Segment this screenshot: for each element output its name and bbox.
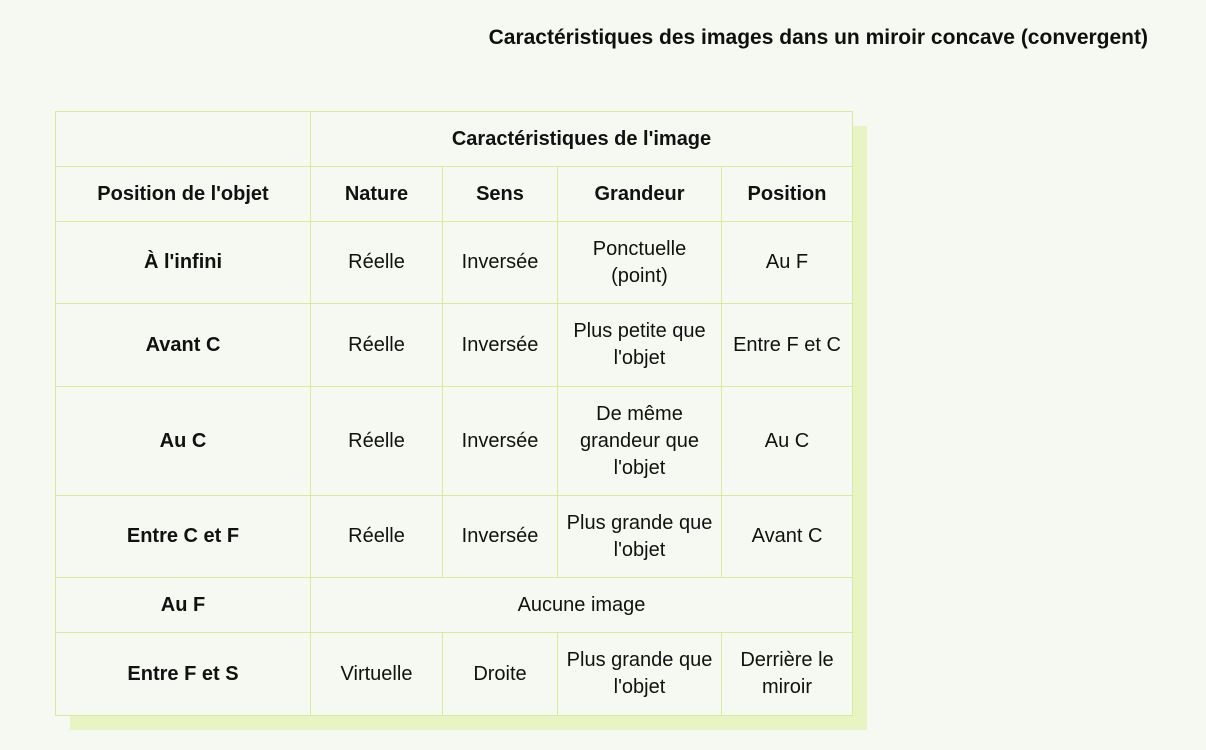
characteristics-table	[55, 111, 853, 716]
cell-grandeur: Plus petite que l'objet	[558, 304, 722, 387]
cell-position: Entre F et C	[722, 304, 853, 387]
cell-nature: Virtuelle	[311, 633, 443, 716]
cell-sens: Inversée	[443, 387, 558, 496]
row-header: À l'infini	[56, 222, 311, 304]
table-row	[56, 496, 853, 578]
cell-position: Au F	[722, 222, 853, 304]
row-header: Au C	[56, 387, 311, 496]
empty-header-cell	[56, 112, 311, 167]
cell-sens: Inversée	[443, 496, 558, 578]
column-header-position-objet: Position de l'objet	[56, 167, 311, 222]
cell-sens: Inversée	[443, 304, 558, 387]
cell-grandeur: Plus grande que l'objet	[558, 496, 722, 578]
table-row	[56, 304, 853, 387]
cell-nature: Réelle	[311, 387, 443, 496]
cell-nature: Réelle	[311, 304, 443, 387]
table-row	[56, 387, 853, 496]
cell-grandeur: Ponctuelle (point)	[558, 222, 722, 304]
cell-sens: Droite	[443, 633, 558, 716]
row-header: Entre C et F	[56, 496, 311, 578]
row-header: Avant C	[56, 304, 311, 387]
column-header-position: Position	[722, 167, 853, 222]
cell-grandeur: De même grandeur que l'objet	[558, 387, 722, 496]
group-header: Caractéristiques de l'image	[311, 112, 853, 167]
cell-position: Avant C	[722, 496, 853, 578]
page-title: Caractéristiques des images dans un miroir concave (convergent)	[488, 26, 1148, 49]
table-container	[55, 111, 852, 715]
table-row	[56, 222, 853, 304]
cell-nature: Réelle	[311, 222, 443, 304]
table-row	[56, 633, 853, 716]
column-header-nature: Nature	[311, 167, 443, 222]
cell-merged-no-image: Aucune image	[311, 578, 853, 633]
cell-sens: Inversée	[443, 222, 558, 304]
cell-position: Au C	[722, 387, 853, 496]
group-header-row	[56, 112, 853, 167]
column-header-grandeur: Grandeur	[558, 167, 722, 222]
table-row	[56, 578, 853, 633]
column-header-row	[56, 167, 853, 222]
cell-grandeur: Plus grande que l'objet	[558, 633, 722, 716]
cell-nature: Réelle	[311, 496, 443, 578]
row-header: Au F	[56, 578, 311, 633]
row-header: Entre F et S	[56, 633, 311, 716]
cell-position: Derrière le miroir	[722, 633, 853, 716]
column-header-sens: Sens	[443, 167, 558, 222]
